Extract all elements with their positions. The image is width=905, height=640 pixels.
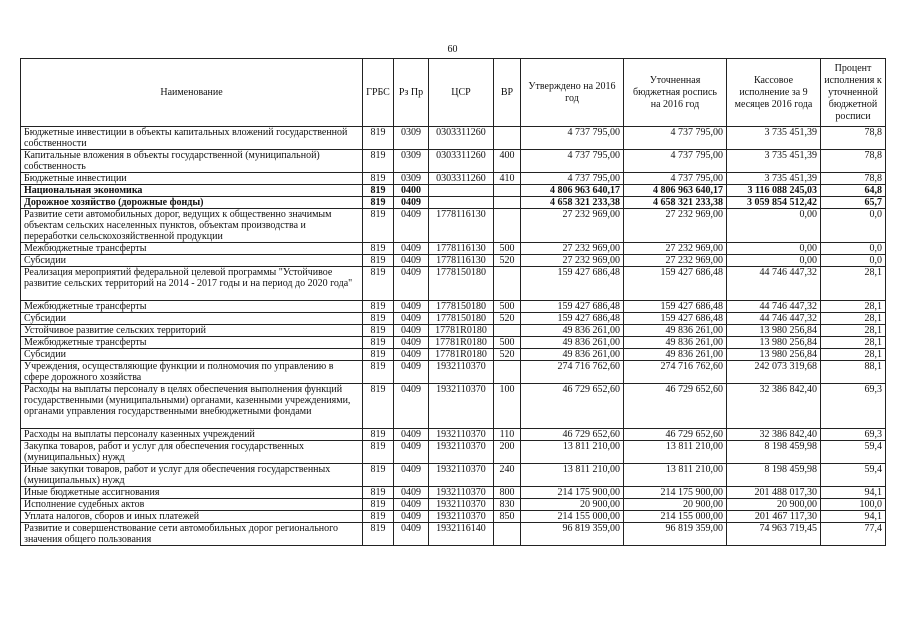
row-cash-cell: 201 467 117,30 [727,511,821,523]
table-row [21,173,886,185]
row-vr-cell: 240 [494,464,521,487]
row-rzpr-cell: 0409 [394,499,429,511]
row-name-cell: Субсидии [21,349,363,361]
row-vr-cell: 520 [494,313,521,325]
table-row [21,499,886,511]
row-grbs-cell: 819 [363,255,394,267]
row-name-cell: Бюджетные инвестиции [21,173,363,185]
row-grbs-cell: 819 [363,349,394,361]
row-csr-cell: 1778150180 [429,313,494,325]
row-refined-cell: 214 155 000,00 [624,511,727,523]
row-csr-cell: 1932110370 [429,511,494,523]
row-grbs-cell: 819 [363,301,394,313]
row-vr-cell: 410 [494,173,521,185]
row-cash-cell: 3 059 854 512,42 [727,197,821,209]
row-percent-cell: 28,1 [821,337,886,349]
row-approved-cell: 20 900,00 [521,499,624,511]
row-rzpr-cell: 0409 [394,361,429,384]
row-cash-cell: 3 116 088 245,03 [727,185,821,197]
row-grbs-cell: 819 [363,197,394,209]
row-vr-cell: 400 [494,150,521,173]
row-grbs-cell: 819 [363,127,394,150]
row-percent-cell: 69,3 [821,384,886,429]
row-name-cell: Уплата налогов, сборов и иных платежей [21,511,363,523]
row-percent-cell: 100,0 [821,499,886,511]
row-rzpr-cell: 0409 [394,337,429,349]
row-rzpr-cell: 0409 [394,267,429,301]
row-approved-cell: 96 819 359,00 [521,523,624,546]
row-percent-cell: 0,0 [821,255,886,267]
row-vr-cell: 850 [494,511,521,523]
table-row [21,185,886,197]
row-percent-cell: 28,1 [821,313,886,325]
col-header-vr: ВР [494,59,521,127]
row-name-cell: Устойчивое развитие сельских территорий [21,325,363,337]
row-csr-cell: 17781R0180 [429,337,494,349]
row-approved-cell: 13 811 210,00 [521,441,624,464]
row-approved-cell: 159 427 686,48 [521,313,624,325]
row-approved-cell: 214 175 900,00 [521,487,624,499]
row-refined-cell: 49 836 261,00 [624,325,727,337]
row-vr-cell: 800 [494,487,521,499]
row-grbs-cell: 819 [363,267,394,301]
row-vr-cell: 830 [494,499,521,511]
table-row [21,267,886,301]
row-cash-cell: 44 746 447,32 [727,313,821,325]
row-cash-cell: 3 735 451,39 [727,150,821,173]
row-vr-cell [494,185,521,197]
table-row [21,384,886,429]
row-vr-cell [494,267,521,301]
row-csr-cell: 0303311260 [429,150,494,173]
table-row [21,313,886,325]
row-percent-cell: 78,8 [821,150,886,173]
row-name-cell: Исполнение судебных актов [21,499,363,511]
row-vr-cell: 200 [494,441,521,464]
row-rzpr-cell: 0409 [394,487,429,499]
row-percent-cell: 65,7 [821,197,886,209]
table-row [21,325,886,337]
row-percent-cell: 59,4 [821,441,886,464]
row-csr-cell: 1932110370 [429,499,494,511]
row-name-cell: Межбюджетные трансферты [21,337,363,349]
row-rzpr-cell: 0409 [394,441,429,464]
budget-table [20,58,886,546]
row-approved-cell: 49 836 261,00 [521,325,624,337]
row-vr-cell [494,361,521,384]
row-name-cell: Закупка товаров, работ и услуг для обеспечения государственных (муниципальных) нужд [21,441,363,464]
row-grbs-cell: 819 [363,487,394,499]
row-cash-cell: 32 386 842,40 [727,429,821,441]
row-approved-cell: 214 155 000,00 [521,511,624,523]
table-row [21,487,886,499]
table-row [21,464,886,487]
row-grbs-cell: 819 [363,150,394,173]
row-grbs-cell: 819 [363,185,394,197]
table-row [21,337,886,349]
row-rzpr-cell: 0409 [394,255,429,267]
table-row [21,441,886,464]
row-vr-cell: 500 [494,337,521,349]
row-vr-cell: 500 [494,243,521,255]
row-refined-cell: 46 729 652,60 [624,429,727,441]
row-grbs-cell: 819 [363,173,394,185]
row-rzpr-cell: 0409 [394,209,429,243]
row-cash-cell: 13 980 256,84 [727,325,821,337]
col-header-refined: Уточненная бюджетная роспись на 2016 год [624,59,727,127]
row-vr-cell [494,325,521,337]
row-vr-cell [494,523,521,546]
row-refined-cell: 20 900,00 [624,499,727,511]
row-cash-cell: 3 735 451,39 [727,173,821,185]
col-header-name: Наименование [21,59,363,127]
row-csr-cell: 17781R0180 [429,325,494,337]
table-row [21,150,886,173]
table-row [21,301,886,313]
row-vr-cell: 110 [494,429,521,441]
col-header-rzpr: Рз Пр [394,59,429,127]
row-csr-cell: 1932110370 [429,441,494,464]
row-cash-cell: 0,00 [727,243,821,255]
table-header-row [21,59,886,127]
table-row [21,523,886,546]
row-percent-cell: 88,1 [821,361,886,384]
row-csr-cell: 1932110370 [429,487,494,499]
row-rzpr-cell: 0409 [394,197,429,209]
row-percent-cell: 64,8 [821,185,886,197]
row-refined-cell: 27 232 969,00 [624,243,727,255]
row-rzpr-cell: 0409 [394,313,429,325]
row-approved-cell: 13 811 210,00 [521,464,624,487]
row-approved-cell: 159 427 686,48 [521,301,624,313]
row-cash-cell: 3 735 451,39 [727,127,821,150]
row-refined-cell: 4 737 795,00 [624,150,727,173]
row-vr-cell [494,209,521,243]
table-row [21,361,886,384]
row-approved-cell: 27 232 969,00 [521,243,624,255]
row-percent-cell: 59,4 [821,464,886,487]
row-grbs-cell: 819 [363,523,394,546]
row-grbs-cell: 819 [363,511,394,523]
row-csr-cell: 1778150180 [429,301,494,313]
row-approved-cell: 4 737 795,00 [521,173,624,185]
row-rzpr-cell: 0400 [394,185,429,197]
row-percent-cell: 78,8 [821,173,886,185]
row-refined-cell: 4 658 321 233,38 [624,197,727,209]
row-cash-cell: 74 963 719,45 [727,523,821,546]
row-vr-cell: 520 [494,349,521,361]
row-approved-cell: 49 836 261,00 [521,349,624,361]
row-cash-cell: 13 980 256,84 [727,337,821,349]
row-refined-cell: 49 836 261,00 [624,337,727,349]
row-rzpr-cell: 0409 [394,325,429,337]
row-percent-cell: 94,1 [821,511,886,523]
row-approved-cell: 4 806 963 640,17 [521,185,624,197]
row-grbs-cell: 819 [363,361,394,384]
row-cash-cell: 8 198 459,98 [727,464,821,487]
row-approved-cell: 49 836 261,00 [521,337,624,349]
row-refined-cell: 27 232 969,00 [624,209,727,243]
row-approved-cell: 274 716 762,60 [521,361,624,384]
table-row [21,429,886,441]
row-rzpr-cell: 0409 [394,349,429,361]
row-vr-cell [494,197,521,209]
row-refined-cell: 274 716 762,60 [624,361,727,384]
row-cash-cell: 20 900,00 [727,499,821,511]
row-refined-cell: 27 232 969,00 [624,255,727,267]
row-cash-cell: 0,00 [727,255,821,267]
row-grbs-cell: 819 [363,429,394,441]
row-refined-cell: 49 836 261,00 [624,349,727,361]
row-csr-cell: 1778116130 [429,255,494,267]
row-percent-cell: 28,1 [821,267,886,301]
row-csr-cell: 1932116140 [429,523,494,546]
row-percent-cell: 77,4 [821,523,886,546]
col-header-cash: Кассовое исполнение за 9 месяцев 2016 года [727,59,821,127]
row-csr-cell: 17781R0180 [429,349,494,361]
row-grbs-cell: 819 [363,243,394,255]
row-name-cell: Дорожное хозяйство (дорожные фонды) [21,197,363,209]
row-name-cell: Реализация мероприятий федеральной целевой программы "Устойчивое развитие сельских территорий на 2014 - 2017 годы и на период до 2020 года" [21,267,363,301]
row-percent-cell: 0,0 [821,209,886,243]
row-name-cell: Межбюджетные трансферты [21,301,363,313]
row-percent-cell: 28,1 [821,349,886,361]
col-header-csr: ЦСР [429,59,494,127]
table-row [21,197,886,209]
row-csr-cell: 1932110370 [429,384,494,429]
row-name-cell: Национальная экономика [21,185,363,197]
table-row [21,243,886,255]
row-rzpr-cell: 0309 [394,150,429,173]
row-name-cell: Субсидии [21,313,363,325]
row-rzpr-cell: 0409 [394,511,429,523]
row-cash-cell: 8 198 459,98 [727,441,821,464]
row-refined-cell: 4 806 963 640,17 [624,185,727,197]
row-csr-cell: 0303311260 [429,127,494,150]
row-refined-cell: 159 427 686,48 [624,267,727,301]
row-refined-cell: 13 811 210,00 [624,464,727,487]
row-grbs-cell: 819 [363,337,394,349]
row-approved-cell: 159 427 686,48 [521,267,624,301]
row-cash-cell: 44 746 447,32 [727,301,821,313]
row-rzpr-cell: 0409 [394,523,429,546]
row-approved-cell: 46 729 652,60 [521,429,624,441]
row-approved-cell: 27 232 969,00 [521,209,624,243]
row-percent-cell: 0,0 [821,243,886,255]
row-refined-cell: 159 427 686,48 [624,313,727,325]
row-rzpr-cell: 0309 [394,127,429,150]
row-vr-cell [494,127,521,150]
row-vr-cell: 100 [494,384,521,429]
row-name-cell: Иные закупки товаров, работ и услуг для обеспечения государственных (муниципальных) нужд [21,464,363,487]
row-grbs-cell: 819 [363,499,394,511]
row-csr-cell: 1778116130 [429,243,494,255]
row-refined-cell: 4 737 795,00 [624,173,727,185]
row-vr-cell: 520 [494,255,521,267]
row-name-cell: Бюджетные инвестиции в объекты капитальных вложений государственной собственности [21,127,363,150]
row-grbs-cell: 819 [363,384,394,429]
row-name-cell: Расходы на выплаты персоналу в целях обеспечения выполнения функций государственными (муниципальными) органами, казенными учреждениями, органами управления государственными внебюджетными фондами [21,384,363,429]
row-approved-cell: 27 232 969,00 [521,255,624,267]
row-csr-cell [429,185,494,197]
table-row [21,349,886,361]
row-rzpr-cell: 0409 [394,384,429,429]
row-refined-cell: 159 427 686,48 [624,301,727,313]
row-refined-cell: 4 737 795,00 [624,127,727,150]
row-approved-cell: 4 737 795,00 [521,150,624,173]
row-percent-cell: 94,1 [821,487,886,499]
row-csr-cell [429,197,494,209]
row-rzpr-cell: 0409 [394,243,429,255]
row-cash-cell: 201 488 017,30 [727,487,821,499]
table-row [21,255,886,267]
row-grbs-cell: 819 [363,464,394,487]
row-name-cell: Развитие и совершенствование сети автомобильных дорог регионального значения общего пользования [21,523,363,546]
row-grbs-cell: 819 [363,325,394,337]
col-header-percent: Процент исполнения к уточненной бюджетной росписи [821,59,886,127]
row-csr-cell: 1778116130 [429,209,494,243]
row-name-cell: Капитальные вложения в объекты государственной (муниципальной) собственность [21,150,363,173]
row-name-cell: Межбюджетные трансферты [21,243,363,255]
row-approved-cell: 4 737 795,00 [521,127,624,150]
row-rzpr-cell: 0409 [394,429,429,441]
row-refined-cell: 96 819 359,00 [624,523,727,546]
row-percent-cell: 28,1 [821,325,886,337]
row-refined-cell: 214 175 900,00 [624,487,727,499]
table-row [21,511,886,523]
row-csr-cell: 1932110370 [429,361,494,384]
row-approved-cell: 46 729 652,60 [521,384,624,429]
row-name-cell: Иные бюджетные ассигнования [21,487,363,499]
col-header-grbs: ГРБС [363,59,394,127]
row-rzpr-cell: 0409 [394,464,429,487]
row-rzpr-cell: 0409 [394,301,429,313]
row-csr-cell: 1932110370 [429,464,494,487]
row-vr-cell: 500 [494,301,521,313]
row-name-cell: Субсидии [21,255,363,267]
row-cash-cell: 32 386 842,40 [727,384,821,429]
row-percent-cell: 78,8 [821,127,886,150]
table-row [21,209,886,243]
row-cash-cell: 13 980 256,84 [727,349,821,361]
row-cash-cell: 0,00 [727,209,821,243]
col-header-approved: Утверждено на 2016 год [521,59,624,127]
page-number: 60 [447,44,458,55]
table-row [21,127,886,150]
row-cash-cell: 44 746 447,32 [727,267,821,301]
row-grbs-cell: 819 [363,313,394,325]
row-refined-cell: 46 729 652,60 [624,384,727,429]
row-rzpr-cell: 0309 [394,173,429,185]
row-grbs-cell: 819 [363,209,394,243]
row-refined-cell: 13 811 210,00 [624,441,727,464]
row-csr-cell: 1932110370 [429,429,494,441]
row-name-cell: Развитие сети автомобильных дорог, ведущих к общественно значимым объектам сельских населенных пунктов, объектам производства и переработки сельскохозяйственной продукции [21,209,363,243]
row-percent-cell: 28,1 [821,301,886,313]
row-grbs-cell: 819 [363,441,394,464]
row-percent-cell: 69,3 [821,429,886,441]
row-name-cell: Учреждения, осуществляющие функции и полномочия по управлению в сфере дорожного хозяйства [21,361,363,384]
row-csr-cell: 0303311260 [429,173,494,185]
row-cash-cell: 242 073 319,68 [727,361,821,384]
row-csr-cell: 1778150180 [429,267,494,301]
row-name-cell: Расходы на выплаты персоналу казенных учреждений [21,429,363,441]
row-approved-cell: 4 658 321 233,38 [521,197,624,209]
